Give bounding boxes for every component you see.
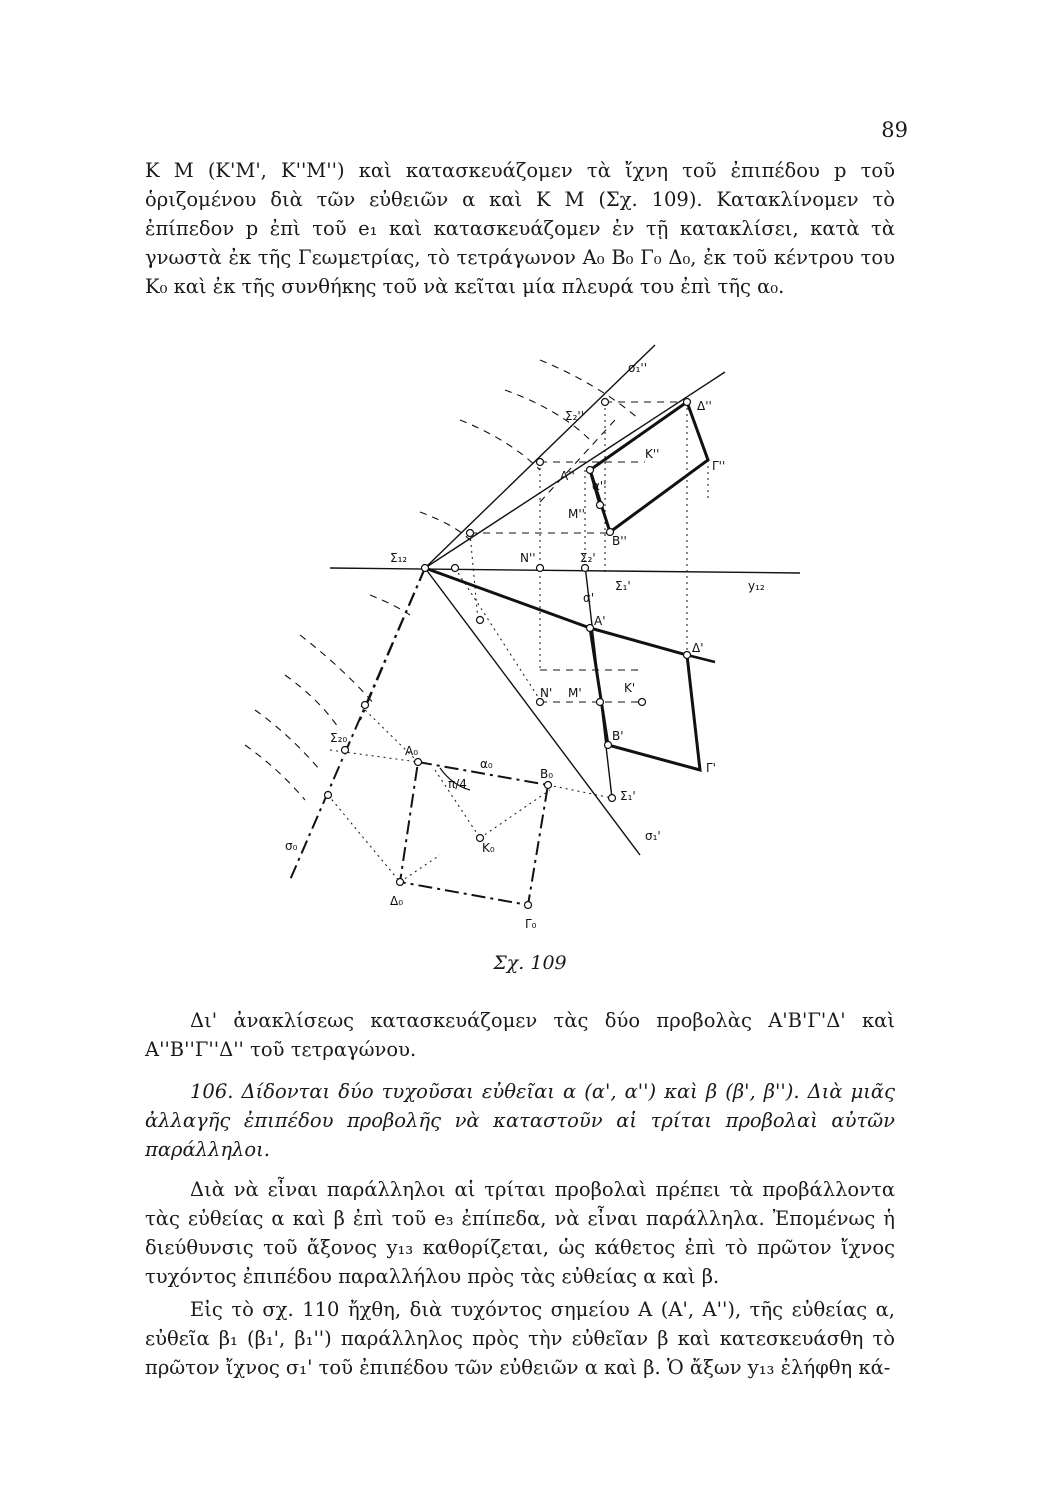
label-Dpp: Δ'' bbox=[697, 399, 712, 413]
label-D0: Δ₀ bbox=[390, 894, 404, 908]
label-G0: Γ₀ bbox=[525, 917, 537, 931]
label-Mpp: M'' bbox=[568, 507, 585, 521]
label-sigma1-pp: σ₁'' bbox=[628, 361, 648, 375]
label-app: α'' bbox=[592, 479, 607, 493]
label-B0: B₀ bbox=[540, 767, 554, 781]
axis-y12 bbox=[330, 568, 800, 573]
intro-text: Κ Μ (Κ'Μ', Κ''Μ'') καὶ κατασκευάζομεν τὰ ἴχνη τοῦ ἐπιπέδου p τοῦ ὁριζομένου διὰ τῶν εὐθειῶν α καὶ Κ Μ (Σχ. 109). Κατακλίνομεν τὸ ἐπίπεδον p ἐπὶ τοῦ e₁ καὶ κατασκευάζομεν ἐν τῇ κατακλίσει, κατὰ τὰ γνωστὰ ἐκ τῆς Γεωμετρίας, τὸ τετράγωνον A₀ B₀ Γ₀ Δ₀, ἐκ τοῦ κέντρου του K₀ καὶ ἐκ τῆς συνθήκης τοῦ νὰ κεῖται μία πλευρά του ἐπὶ τῆς α₀. bbox=[145, 159, 895, 298]
line-alpha-pp bbox=[425, 372, 725, 568]
square-rabattement bbox=[400, 762, 548, 905]
label-sigma12: Σ₁₂ bbox=[390, 551, 408, 565]
explanation-paragraph-2: Εἰς τὸ σχ. 110 ἤχθη, διὰ τυχόντος σημείου A (A', A''), τῆς εὐθείας α, εὐθεῖα β₁ (β₁', β₁'') παράλληλος πρὸς τὴν εὐθεῖαν β καὶ κατεσκευάσθη τὸ πρῶτον ἴχνος σ₁' τοῦ ἐπιπέδου τῶν εὐθειῶν α καὶ β. Ὁ ἄξων y₁₃ ἐλήφθη κά- bbox=[145, 1298, 895, 1379]
trace-sigma0 bbox=[290, 568, 425, 880]
figure-caption: Σχ. 109 bbox=[493, 952, 567, 974]
label-Ap: A' bbox=[594, 614, 606, 628]
label-S2p: Σ₂' bbox=[580, 551, 596, 565]
label-a0: α₀ bbox=[480, 757, 493, 771]
label-sigma20: Σ₂₀ bbox=[330, 731, 348, 745]
label-Bp: B' bbox=[612, 729, 624, 743]
label-Kp: K' bbox=[624, 681, 636, 695]
after-figure-paragraph: Δι' ἀνακλίσεως κατασκευάζομεν τὰς δύο προβολὰς A'B'Γ'Δ' καὶ A''B''Γ''Δ'' τοῦ τετραγώνου. bbox=[145, 1009, 895, 1061]
label-Dp: Δ' bbox=[692, 641, 704, 655]
label-sigma1-p: σ₁' bbox=[645, 829, 661, 843]
label-pi4: π/4 bbox=[448, 777, 467, 791]
label-sigma0: σ₀ bbox=[285, 839, 298, 853]
label-App: A'' bbox=[560, 469, 575, 483]
label-K0: K₀ bbox=[482, 841, 495, 855]
trace-sigma1-p bbox=[425, 568, 640, 855]
explanation-paragraph: Διὰ νὰ εἶναι παράλληλοι αἱ τρίται προβολαὶ πρέπει τὰ προβάλλοντα τὰς εὐθείας α καὶ β ἐπὶ τοῦ e₃ ἐπίπεδα, νὰ εἶναι παράλληλα. Ἐπομένως ἡ διεύθυνσις τοῦ ἄξονος y₁₃ καθορίζεται, ὡς κάθετος ἐπὶ τὸ πρῶτον ἴχνος τυχόντος ἐπιπέδου παραλλήλου πρὸς τὰς εὐθείας α καὶ β. bbox=[145, 1178, 895, 1288]
label-A0: A₀ bbox=[405, 744, 419, 758]
problem-106: 106. Δίδονται δύο τυχοῦσαι εὐθεῖαι α (α', α'') καὶ β (β', β''). Διὰ μιᾶς ἀλλαγῆς ἐπιπέδου προβολῆς νὰ καταστοῦν αἱ τρίται προβολαὶ αὐτῶν παράλληλοι. bbox=[145, 1080, 895, 1161]
label-y12: y₁₂ bbox=[748, 579, 765, 593]
label-Bpp: B'' bbox=[612, 534, 627, 548]
label-S2pp: Σ₂'' bbox=[565, 409, 584, 423]
label-Gp: Γ' bbox=[706, 761, 716, 775]
page-number: 89 bbox=[881, 118, 908, 142]
label-Npp: N'' bbox=[520, 551, 536, 565]
label-Np: N' bbox=[540, 686, 553, 700]
label-S1p-bot: Σ₁' bbox=[620, 789, 636, 803]
label-Gpp: Γ'' bbox=[712, 459, 726, 473]
label-S1p-top: Σ₁' bbox=[615, 579, 631, 593]
label-ap: α' bbox=[583, 591, 595, 605]
label-Kpp: K'' bbox=[645, 447, 660, 461]
label-Mp: M' bbox=[568, 686, 582, 700]
